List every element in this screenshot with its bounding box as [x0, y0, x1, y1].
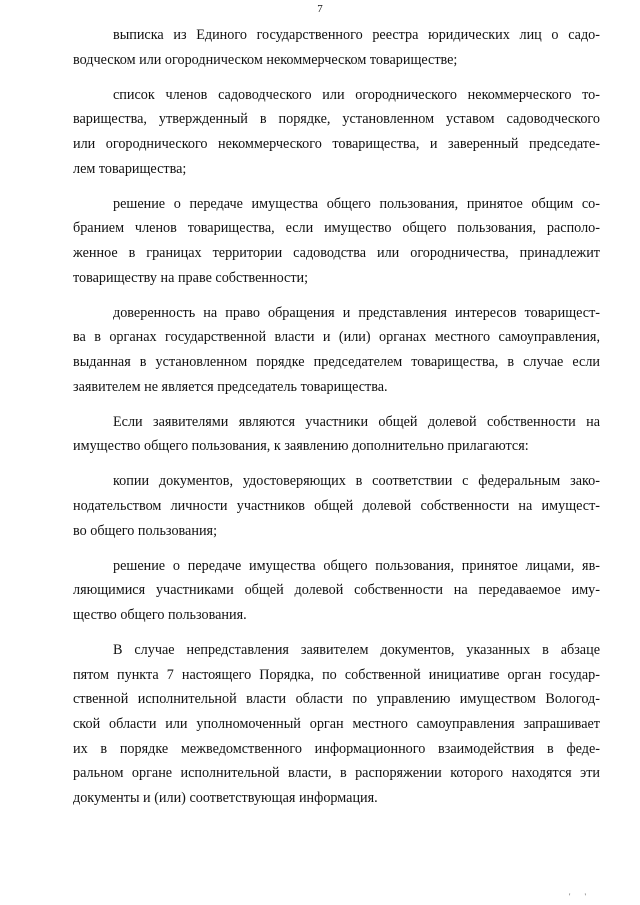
text-line: список членов садоводческого или огороднического некоммерческого то- [113, 86, 600, 103]
text-line: их в порядке межведомственного информационного взаимодействия в феде- [73, 740, 600, 757]
paragraph-participants-decision [73, 554, 600, 628]
text-line: документы и (или) соответствующая информация. [73, 789, 378, 806]
text-line: решение о передаче имущества общего пользования, принятое общим со- [113, 195, 600, 212]
text-line: во общего пользования; [73, 522, 218, 539]
text-line: или огороднического некоммерческого товарищества, и заверенный председате- [73, 135, 600, 152]
text-line: ляющимися участниками общей долевой собственности на передаваемое иму- [73, 582, 600, 599]
paragraph-transfer-decision [73, 192, 600, 290]
text-line: ральном органе исполнительной власти, в распоряжении которого находятся эти [73, 765, 600, 782]
footer-scan-marks: ' ' [569, 892, 592, 901]
text-line: щество общего пользования. [73, 607, 247, 624]
text-line: доверенность на право обращения и представления интересов товарищест- [113, 304, 600, 321]
text-line: нодательством личности участников общей долевой собственности на имущест- [73, 498, 600, 515]
text-line: выданная в установленном порядке председателем товарищества, в случае если [73, 353, 600, 370]
paragraph-power-of-attorney [73, 301, 600, 399]
text-line: пятом пункта 7 настоящего Порядка, по собственной инициативе орган государ- [73, 666, 600, 683]
text-line: товариществу на праве собственности; [73, 269, 309, 286]
text-line: заявителем не является председатель товарищества. [73, 378, 388, 395]
text-line: решение о передаче имущества общего пользования, принятое лицами, яв- [113, 557, 600, 574]
text-line: ва в органах государственной власти и (или) органах местного самоуправления, [73, 329, 600, 346]
text-line: Если заявителями являются участники общей долевой собственности на [113, 413, 600, 430]
text-line: водческом или огородническом некоммерческом товариществе; [73, 51, 458, 68]
paragraph-members-list [73, 83, 600, 181]
text-line: бранием членов товарищества, если имущество общего пользования, располо- [73, 220, 600, 237]
text-line: ственной исполнительной власти области по управлению имуществом Вологод- [73, 691, 600, 708]
text-line: лем товарищества; [73, 160, 187, 177]
text-line: женное в границах территории садоводства или огородничества, принадлежит [73, 244, 600, 261]
paragraph-identity-documents [73, 469, 600, 543]
text-line: варищества, утвержденный в порядке, установленном уставом садоводческого [73, 111, 600, 128]
text-line: ской области или уполномоченный орган местного самоуправления запрашивает [73, 716, 600, 732]
text-line: копии документов, удостоверяющих в соответствии с федеральным зако- [113, 473, 600, 490]
paragraph-egrul-extract [73, 23, 600, 72]
paragraph-shared-ownership-intro [73, 410, 600, 459]
document-body [73, 23, 600, 810]
text-line: выписка из Единого государственного реестра юридических лиц о садо- [113, 27, 600, 43]
page-number: 7 [317, 3, 323, 15]
text-line: В случае непредставления заявителем документов, указанных в абзаце [113, 642, 600, 659]
paragraph-interagency-request [73, 638, 600, 810]
text-line: имущество общего пользования, к заявлению дополнительно прилагаются: [73, 438, 529, 455]
